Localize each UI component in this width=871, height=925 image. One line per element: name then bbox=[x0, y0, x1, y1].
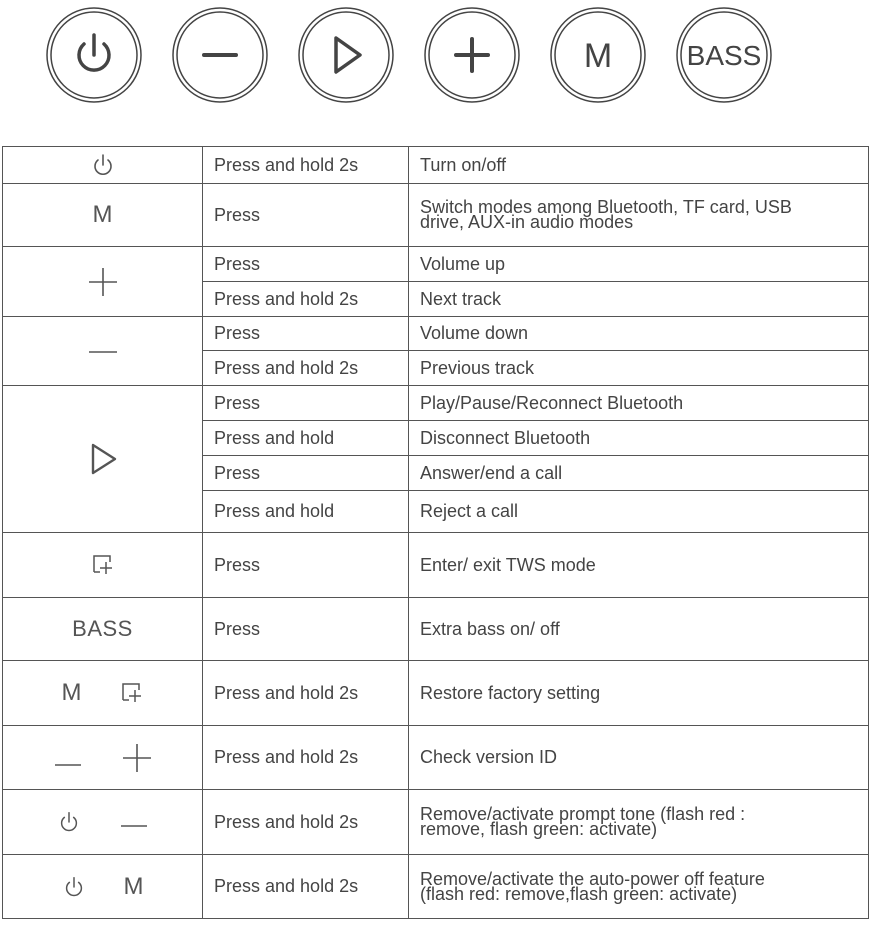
minus-icon bbox=[170, 5, 270, 105]
plus-icon bbox=[121, 742, 153, 774]
button-panel bbox=[0, 0, 871, 110]
table-row bbox=[3, 661, 869, 726]
table-row bbox=[3, 247, 869, 282]
mode-icon: M bbox=[92, 201, 113, 228]
icon-cell bbox=[3, 184, 203, 247]
function-cell: Remove/activate prompt tone (flash red : remove, flash green: activate) bbox=[409, 790, 869, 855]
table-row bbox=[3, 790, 869, 855]
function-cell: Restore factory setting bbox=[409, 661, 869, 726]
action-cell: Press bbox=[203, 317, 409, 351]
bass-icon: BASS bbox=[72, 616, 133, 641]
action-cell: Press and hold 2s bbox=[203, 147, 409, 184]
action-cell: Press bbox=[203, 386, 409, 421]
icon-cell bbox=[3, 147, 203, 184]
power-icon bbox=[62, 875, 86, 899]
mode-button-label: M bbox=[583, 37, 613, 75]
minus-button[interactable] bbox=[170, 5, 270, 105]
table-row bbox=[3, 726, 869, 790]
function-cell: Enter/ exit TWS mode bbox=[409, 533, 869, 598]
action-cell: Press and hold 2s bbox=[203, 351, 409, 386]
function-cell: Extra bass on/ off bbox=[409, 598, 869, 661]
play-button[interactable] bbox=[296, 5, 396, 105]
action-cell: Press bbox=[203, 598, 409, 661]
power-icon bbox=[90, 152, 116, 178]
mode-icon: M bbox=[61, 679, 82, 706]
icon-cell bbox=[3, 790, 203, 855]
icon-cell bbox=[3, 598, 203, 661]
bass-icon bbox=[674, 5, 774, 105]
power-icon bbox=[57, 810, 81, 834]
table-row bbox=[3, 386, 869, 421]
function-cell: Answer/end a call bbox=[409, 456, 869, 491]
table-row bbox=[3, 147, 869, 184]
function-cell: Previous track bbox=[409, 351, 869, 386]
icon-cell bbox=[3, 855, 203, 919]
function-cell: Play/Pause/Reconnect Bluetooth bbox=[409, 386, 869, 421]
function-cell: Volume up bbox=[409, 247, 869, 282]
minus-icon bbox=[86, 342, 120, 362]
plus-icon bbox=[422, 5, 522, 105]
bass-button[interactable] bbox=[674, 5, 774, 105]
function-cell: Disconnect Bluetooth bbox=[409, 421, 869, 456]
table-row bbox=[3, 533, 869, 598]
power-button[interactable] bbox=[44, 5, 144, 105]
icon-cell bbox=[3, 386, 203, 533]
plus-icon bbox=[86, 265, 120, 299]
action-cell: Press bbox=[203, 533, 409, 598]
action-cell: Press and hold bbox=[203, 491, 409, 533]
table-row bbox=[3, 598, 869, 661]
play-icon bbox=[88, 442, 118, 476]
bass-button-label: BASS bbox=[686, 40, 762, 71]
table-row bbox=[3, 855, 869, 919]
table-row bbox=[3, 317, 869, 351]
button-function-table bbox=[2, 146, 869, 919]
action-cell: Press bbox=[203, 456, 409, 491]
function-cell: Remove/activate the auto-power off feature (flash red: remove,flash green: activate) bbox=[409, 855, 869, 919]
action-cell: Press and hold 2s bbox=[203, 726, 409, 790]
icon-cell bbox=[3, 661, 203, 726]
mode-button[interactable] bbox=[548, 5, 648, 105]
function-cell: Volume down bbox=[409, 317, 869, 351]
power-icon bbox=[44, 5, 144, 105]
mode-icon: M bbox=[123, 872, 144, 900]
function-cell: Reject a call bbox=[409, 491, 869, 533]
action-cell: Press and hold 2s bbox=[203, 855, 409, 919]
action-cell: Press and hold 2s bbox=[203, 790, 409, 855]
icon-cell bbox=[3, 317, 203, 386]
function-cell: Turn on/off bbox=[409, 147, 869, 184]
tws-icon bbox=[120, 681, 144, 705]
play-icon bbox=[296, 5, 396, 105]
function-cell: Switch modes among Bluetooth, TF card, USB drive, AUX-in audio modes bbox=[409, 184, 869, 247]
plus-button[interactable] bbox=[422, 5, 522, 105]
icon-cell bbox=[3, 726, 203, 790]
function-cell: Next track bbox=[409, 282, 869, 317]
tws-icon bbox=[91, 553, 115, 577]
icon-cell bbox=[3, 533, 203, 598]
action-cell: Press and hold 2s bbox=[203, 282, 409, 317]
action-cell: Press bbox=[203, 184, 409, 247]
minus-icon bbox=[53, 743, 83, 773]
mode-icon bbox=[548, 5, 648, 105]
table-row bbox=[3, 184, 869, 247]
action-cell: Press and hold bbox=[203, 421, 409, 456]
action-cell: Press and hold 2s bbox=[203, 661, 409, 726]
minus-icon bbox=[119, 810, 149, 834]
action-cell: Press bbox=[203, 247, 409, 282]
icon-cell bbox=[3, 247, 203, 317]
function-cell: Check version ID bbox=[409, 726, 869, 790]
